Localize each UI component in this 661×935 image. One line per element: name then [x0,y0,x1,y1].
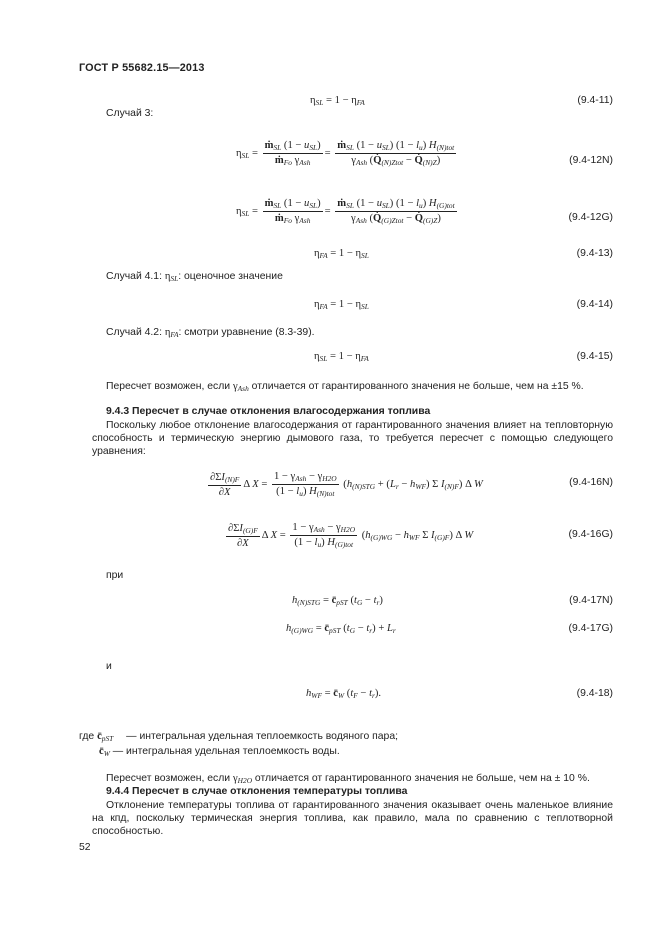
section-9-4-4-heading: 9.4.4 Пересчет в случае отклонения температуры топлива [106,786,408,797]
page-number: 52 [79,842,91,853]
case-4-2-prefix: Случай 4.2: [106,327,165,338]
case-4-1-prefix: Случай 4.1: [106,271,165,282]
recalc-note-1-start: Пересчет возможен, если [106,381,233,392]
equation-number: (9.4-14) [576,299,613,310]
case-4-2-label: Случай 4.2: $\eta_{FA}$: смотри уравнение (8.3-39). [106,327,315,339]
equation-9-4-18: $h_{WF}$ = $c̄_W$ $(t_F - t_r)$. [306,688,382,700]
equation-9-4-12n: $\eta_{SL}$ = $\frac{ṁ_{SL} (1 - u_{SL})}{ṁ_{Fo} \gamma_{Ash}}$ = $\frac{ṁ_{SL} (1 - u_{SL}) (1 - l_u) H_{(N)tot}}{\gamma_{Ash} (Q̇_{(N)Ztot} - Q̇_{(N)Z})}$ [236,140,455,167]
equation-9-4-11: $\eta_{SL} = 1 - \eta_{FA}$ [310,95,365,107]
i-label: и [106,661,112,672]
recalc-note-2-end: отличается от гарантированного значения не больше, чем на ± 10 %. [252,773,590,784]
case-4-2-suffix: : смотри уравнение (8.3-39). [178,327,315,338]
equation-9-4-12g: $\eta_{SL}$ = $\frac{ṁ_{SL} (1 - u_{SL})}{ṁ_{Fo} \gamma_{Ash}}$ = $\frac{ṁ_{SL} (1 - u_{SL}) (1 - l_u) H_{(G)tot}}{\gamma_{Ash} (Q̇_{(G)Ztot} - Q̇_{(G)Z})}$ [236,198,455,225]
section-9-4-4-paragraph: Отклонение температуры топлива от гарантированного значения оказывает очень маленькое влияние на кпд, поскольку термическая энергия топлива, как правило, мала по сравнению с теплотворной способностью. [92,800,613,838]
recalc-note-2-start: Пересчет возможен, если [106,773,233,784]
equation-9-4-13: $\eta_{FA} = 1 - \eta_{SL}$ [314,248,369,260]
equation-9-4-15: $\eta_{SL} = 1 - \eta_{FA}$ [314,351,369,363]
document-header: ГОСТ Р 55682.15—2013 [79,62,205,74]
equation-number: (9.4-12G) [568,212,613,223]
section-9-4-3-paragraph: Поскольку любое отклонение влагосодержания от гарантированного значения влияет на тепловторную способность и термическую энергию дымового газа, то требуется пересчет с помощью следующего уравнения: [92,420,613,458]
definition-cw: $c̄_W$ — интегральная удельная теплоемкость воды. [99,746,340,758]
definition-cw-text: — интегральная удельная теплоемкость воды. [112,746,340,757]
recalc-note-2: Пересчет возможен, если $\gamma_{H2O}$ отличается от гарантированного значения не больше, чем на ± 10 %. [106,773,590,785]
equation-9-4-17n: $h_{(N)STG}$ = $c̄_{pST}$ $(t_G - t_r)$ [292,595,383,607]
equation-number: (9.4-11) [577,95,613,106]
case-4-1-suffix: : оценочное значение [178,271,283,282]
where-label: где [79,731,95,742]
recalc-note-1-end: отличается от гарантированного значения не больше, чем на ±15 %. [248,381,584,392]
section-9-4-3-heading: 9.4.3 Пересчет в случае отклонения влагосодержания топлива [106,406,431,417]
equation-number: (9.4-15) [576,351,613,362]
definition-cpst-text: — интегральная удельная теплоемкость водяного пара; [126,731,398,742]
equation-number: (9.4-17N) [569,595,613,606]
equation-9-4-16g: $\frac{\partial\Sigma I_{(G)F}}{\partial X}$ Δ X = $\frac{1 - \gamma_{Ash} - \gamma_{H2O}}{(1 - l_u) H_{(G)tot}}$ ($h_{(G)WG} - h_{WF}$ Σ $I_{(G)F}$) Δ W [228,522,474,549]
equation-number: (9.4-17G) [568,623,613,634]
equation-number: (9.4-16G) [568,529,613,540]
equation-number: (9.4-16N) [569,477,613,488]
recalc-note-1: Пересчет возможен, если $\gamma_{Ash}$ отличается от гарантированного значения не больше, чем на ±15 %. [106,381,584,393]
case-4-1-label: Случай 4.1: $\eta_{SL}$: оценочное значение [106,271,283,283]
equation-9-4-17g: $h_{(G)WG}$ = $c̄_{pST}$ $(t_G - t_r) + L_r$ [286,623,396,635]
equation-number: (9.4-18) [576,688,613,699]
equation-number: (9.4-13) [576,248,613,259]
equation-9-4-16n: $\frac{\partial\Sigma I_{(N)F}}{\partial X}$ Δ X = $\frac{1 - \gamma_{Ash} - \gamma_{H2O}}{(1 - l_u) H_{(N)tot}}$ ($h_{(N)STG} + (L_r - h_{WF})$ Σ $I_{(N)F}$) Δ W [210,471,483,498]
definition-cpst: где $c̄_{pST}$ — интегральная удельная теплоемкость водяного пара; [79,731,398,743]
equation-number: (9.4-12N) [569,155,613,166]
pri-label: при [106,570,124,581]
case-3-label: Случай 3: [106,108,154,119]
equation-9-4-14: $\eta_{FA} = 1 - \eta_{SL}$ [314,299,369,311]
